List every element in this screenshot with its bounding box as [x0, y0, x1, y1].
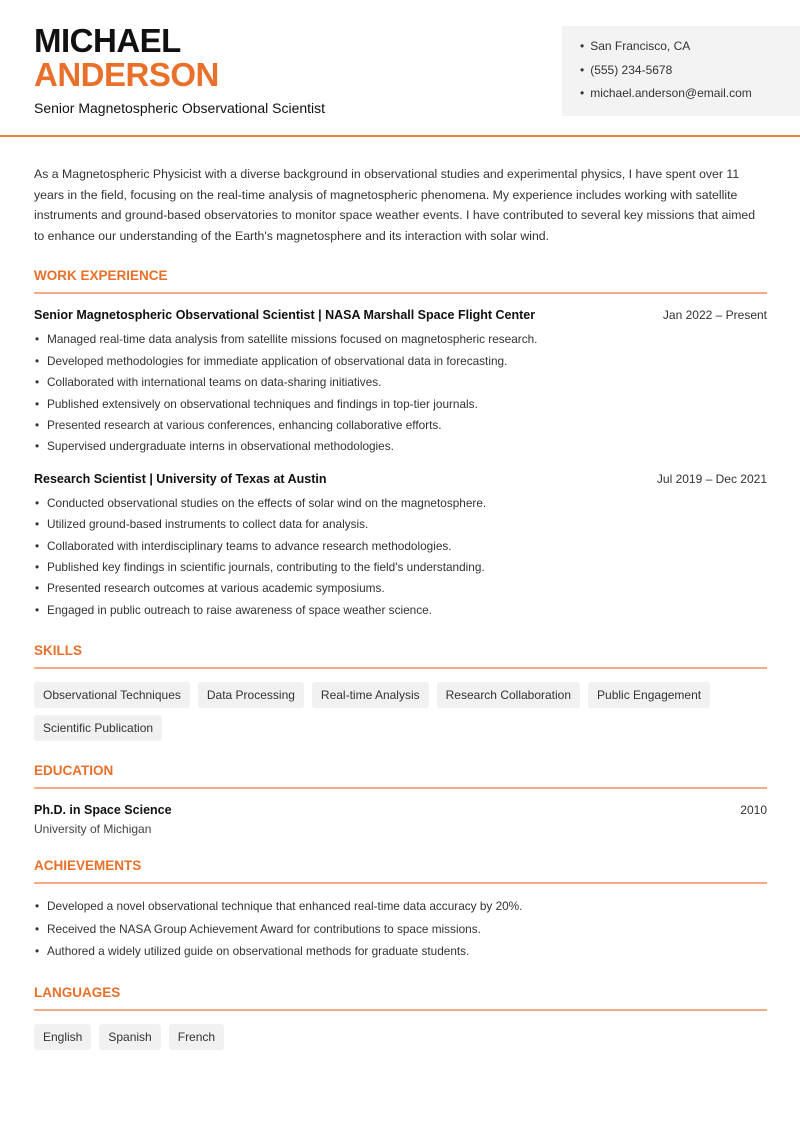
language-tag: English: [34, 1024, 91, 1050]
job-header: [34, 308, 767, 322]
bullet-item: • Presented research outcomes at various academic symposiums.: [34, 578, 767, 599]
education-entry: [34, 803, 767, 817]
first-name: MICHAEL: [34, 22, 181, 59]
last-name: ANDERSON: [34, 56, 219, 93]
degree: Ph.D. in Space Science: [34, 803, 172, 818]
achievement-item: • Received the NASA Group Achievement Award for contributions to space missions.: [34, 918, 767, 941]
skills-list: [34, 682, 767, 741]
language-tag: Spanish: [99, 1024, 160, 1050]
bullet-item: • Presented research at various conferences, enhancing collaborative efforts.: [34, 415, 767, 436]
skill-tag: Public Engagement: [588, 682, 710, 708]
school: University of Michigan: [34, 822, 152, 837]
achievement-item: • Authored a widely utilized guide on observational methods for graduate students.: [34, 940, 767, 963]
skill-tag: Scientific Publication: [34, 715, 162, 741]
job-entry-title: Senior Magnetospheric Observational Scientist | NASA Marshall Space Flight Center: [34, 308, 536, 323]
bullet-item: • Conducted observational studies on the effects of solar wind on the magnetosphere.: [34, 493, 767, 514]
contact-email: • michael.anderson@email.com: [580, 82, 800, 106]
skill-tag: Data Processing: [198, 682, 304, 708]
bullet-item: • Managed real-time data analysis from satellite missions focused on magnetospheric research.: [34, 329, 767, 350]
contact-box: [562, 26, 800, 116]
bullet-item: • Published extensively on observational techniques and findings in top-tier journals.: [34, 394, 767, 415]
skill-tag: Observational Techniques: [34, 682, 190, 708]
contact-phone: • (555) 234-5678: [580, 59, 800, 83]
section-heading-skills: SKILLS: [34, 643, 767, 669]
achievements-list: [34, 895, 767, 963]
achievement-item: • Developed a novel observational technique that enhanced real-time data accuracy by 20%.: [34, 895, 767, 918]
job-title: Senior Magnetospheric Observational Scientist: [34, 100, 326, 116]
graduation-year: 2010: [740, 803, 767, 818]
contact-location: • San Francisco, CA: [580, 35, 800, 59]
section-heading-achievements: ACHIEVEMENTS: [34, 858, 767, 884]
bullet-item: • Developed methodologies for immediate application of observational data in forecasting.: [34, 351, 767, 372]
bullet-item: • Published key findings in scientific journals, contributing to the field's understanding.: [34, 557, 767, 578]
job-entry-title: Research Scientist | University of Texas at Austin: [34, 471, 327, 486]
job-dates: Jul 2019 – Dec 2021: [656, 471, 767, 486]
section-heading-languages: LANGUAGES: [34, 985, 767, 1011]
section-heading-work: WORK EXPERIENCE: [34, 268, 767, 294]
job-dates: Jan 2022 – Present: [662, 308, 767, 323]
job-bullets: [34, 493, 767, 621]
skill-tag: Real-time Analysis: [312, 682, 429, 708]
bullet-item: • Collaborated with interdisciplinary teams to advance research methodologies.: [34, 536, 767, 557]
skill-tag: Research Collaboration: [437, 682, 580, 708]
summary: As a Magnetospheric Physicist with a diverse background in observational studies and experimental physics, I have spent over 11 years in the field, focusing on the real-time analysis of magnetospheric phenomena. My experience includes working with satellite instruments and ground-based observatories to monitor space weather events. I have contributed to several key missions that aimed to enhance our understanding of the Earth's magnetosphere and its interaction with solar wind.: [34, 167, 756, 243]
bullet-item: • Engaged in public outreach to raise awareness of space weather science.: [34, 600, 767, 621]
job-bullets: [34, 329, 767, 457]
bullet-item: • Supervised undergraduate interns in observational methodologies.: [34, 436, 767, 457]
section-heading-education: EDUCATION: [34, 763, 767, 789]
bullet-item: • Collaborated with international teams on data-sharing initiatives.: [34, 372, 767, 393]
job-list: [34, 308, 767, 621]
bullet-item: • Utilized ground-based instruments to collect data for analysis.: [34, 514, 767, 535]
job-header: [34, 472, 767, 486]
languages-list: [34, 1024, 767, 1050]
language-tag: French: [169, 1024, 224, 1050]
resume-header: [0, 0, 800, 137]
